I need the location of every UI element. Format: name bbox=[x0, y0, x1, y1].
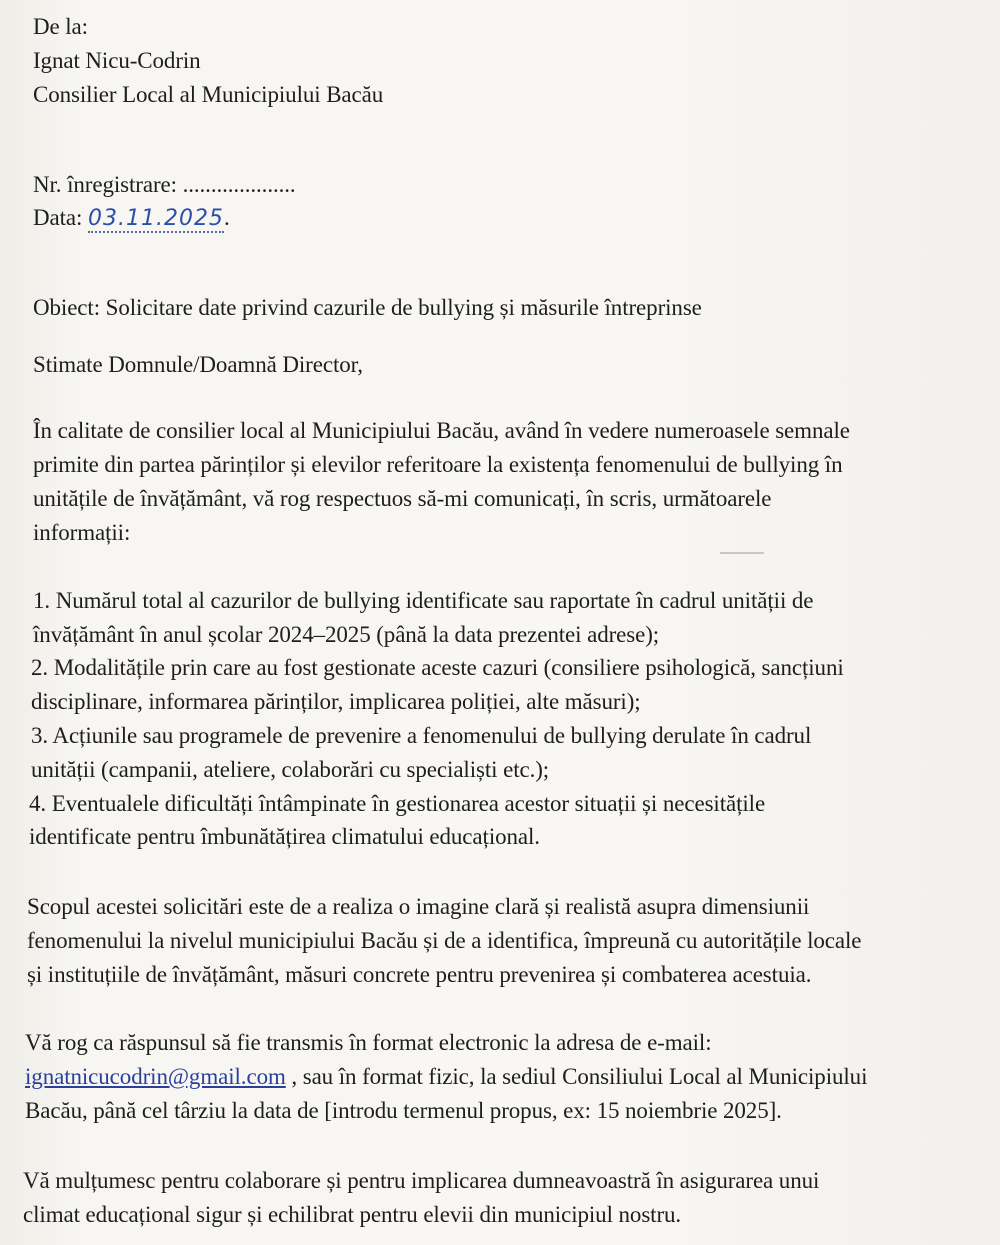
purpose-line: și instituțiile de învățământ, măsuri concrete pentru prevenirea și combaterea acestuia. bbox=[27, 962, 812, 987]
list-item: unității (campanii, ateliere, colaborări cu specialiști etc.); bbox=[31, 757, 550, 782]
salutation: Stimate Domnule/Doamnă Director, bbox=[33, 352, 363, 377]
closing-line: Vă mulțumesc pentru colaborare și pentru implicarea dumneavoastră în asigurarea unui bbox=[23, 1168, 820, 1193]
date-suffix: . bbox=[223, 205, 230, 230]
date-label: Data: bbox=[33, 205, 83, 230]
intro-line: primite din partea părinților și elevilor referitoare la existența fenomenului de bullying în bbox=[33, 452, 843, 477]
intro-line: informații: bbox=[33, 520, 131, 545]
from-label: De la: bbox=[33, 14, 88, 39]
reply-line bbox=[25, 1062, 867, 1092]
closing-line: climat educațional sigur și echilibrat pentru elevii din municipiul nostru. bbox=[23, 1202, 682, 1227]
reply-line: Vă rog ca răspunsul să fie transmis în format electronic la adresa de e-mail: bbox=[25, 1030, 712, 1055]
subject-line: Obiect: Solicitare date privind cazurile de bullying și măsurile întreprinse bbox=[33, 295, 702, 320]
list-item: identificate pentru îmbunătățirea climatului educațional. bbox=[29, 824, 540, 849]
purpose-line: fenomenului la nivelul municipiului Bacău și de a identifica, împreună cu autoritățile locale bbox=[27, 928, 862, 953]
list-item: 2. Modalitățile prin care au fost gestionate aceste cazuri (consiliere psihologică, sancțiuni bbox=[31, 655, 844, 680]
registration-number: Nr. înregistrare: .................... bbox=[33, 172, 296, 197]
purpose-line: Scopul acestei solicitări este de a realiza o imagine clară și realistă asupra dimensiunii bbox=[27, 894, 810, 919]
intro-line: unitățile de învățământ, vă rog respectuos să-mi comunicați, în scris, următoarele bbox=[33, 486, 772, 511]
list-item: învățământ în anul școlar 2024–2025 (până la data prezentei adrese); bbox=[33, 622, 660, 647]
list-item: 1. Numărul total al cazurilor de bullying identificate sau raportate în cadrul unității de bbox=[33, 588, 814, 613]
reply-line-rest: , sau în format fizic, la sediul Consiliului Local al Municipiului bbox=[285, 1064, 868, 1089]
list-item: 4. Eventualele dificultăți întâmpinate în gestionarea acestor situații și necesitățile bbox=[29, 791, 766, 816]
list-item: disciplinare, informarea părinților, implicarea poliției, alte măsuri); bbox=[31, 689, 641, 714]
sender-title: Consilier Local al Municipiului Bacău bbox=[33, 82, 384, 107]
reply-line: Bacău, până cel târziu la data de [introdu termenul propus, ex: 15 noiembrie 2025]. bbox=[25, 1098, 782, 1123]
list-item: 3. Acțiunile sau programele de prevenire a fenomenului de bullying derulate în cadrul bbox=[31, 723, 812, 748]
sender-name: Ignat Nicu-Codrin bbox=[33, 48, 201, 73]
intro-line: În calitate de consilier local al Municipiului Bacău, având în vedere numeroasele semnale bbox=[33, 418, 850, 443]
paper-smudge bbox=[720, 552, 764, 554]
email-link[interactable]: ignatnicucodrin@gmail.com bbox=[25, 1064, 286, 1089]
handwritten-date: 03.11.2025 bbox=[87, 206, 224, 231]
date-line bbox=[33, 203, 230, 234]
